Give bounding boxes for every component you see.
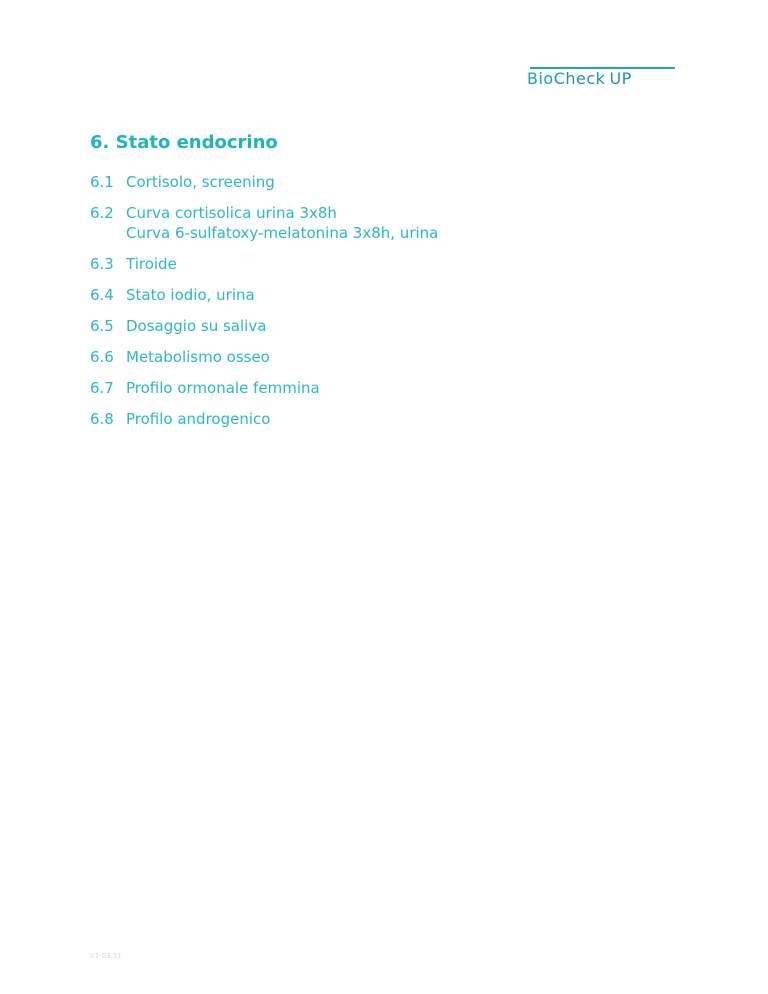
toc-item-6-2[interactable] xyxy=(90,203,438,243)
toc-number: 6.3 xyxy=(90,255,114,273)
logo-bio: Bio xyxy=(527,69,554,88)
biocheck-up-logo xyxy=(527,66,677,90)
toc-number: 6.4 xyxy=(90,286,114,304)
section-title: 6. Stato endocrino xyxy=(90,132,278,153)
toc-number: 6.2 xyxy=(90,204,114,222)
logo-text xyxy=(527,70,632,88)
toc-number: 6.7 xyxy=(90,379,114,397)
toc-label: Tiroide xyxy=(126,255,177,273)
toc-label-secondary: Curva 6-sulfatoxy-melatonina 3x8h, urina xyxy=(126,224,439,242)
logo-check: Check xyxy=(553,69,606,88)
toc-item-6-5[interactable] xyxy=(90,316,438,336)
toc-number: 6.6 xyxy=(90,348,114,366)
toc-label: Profilo androgenico xyxy=(126,410,271,428)
toc-item-6-8[interactable] xyxy=(90,409,438,429)
toc-item-6-7[interactable] xyxy=(90,378,438,398)
toc-label: Profilo ormonale femmina xyxy=(126,379,320,397)
toc-item-6-4[interactable] xyxy=(90,285,438,305)
toc-label: Dosaggio su saliva xyxy=(126,317,267,335)
version-label: V1-03.11 xyxy=(90,952,122,960)
toc-number: 6.8 xyxy=(90,410,114,428)
toc-label: Cortisolo, screening xyxy=(126,173,275,191)
toc-label: Curva cortisolica urina 3x8h xyxy=(126,204,337,222)
toc-item-6-6[interactable] xyxy=(90,347,438,367)
toc-item-6-3[interactable] xyxy=(90,254,438,274)
toc-label: Stato iodio, urina xyxy=(126,286,255,304)
toc-number: 6.1 xyxy=(90,173,114,191)
toc-number: 6.5 xyxy=(90,317,114,335)
table-of-contents xyxy=(90,172,438,440)
toc-label: Metabolismo osseo xyxy=(126,348,270,366)
logo-up: UP xyxy=(609,69,632,88)
toc-item-6-1[interactable] xyxy=(90,172,438,192)
